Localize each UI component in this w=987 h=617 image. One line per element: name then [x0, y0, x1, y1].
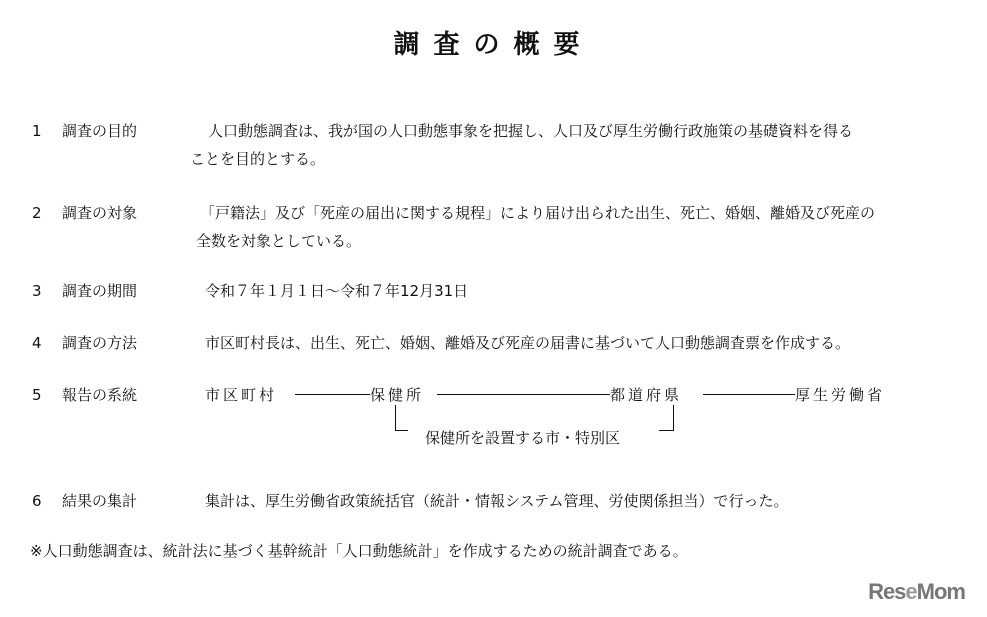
item-label: 報告の系統: [62, 386, 138, 404]
item-text: 集計は、厚生労働省政策統括官（統計・情報システム管理、労使関係担当）で行った。: [205, 492, 789, 510]
item-number: 4: [32, 334, 42, 352]
flow-node-health-center: 保健所: [370, 386, 425, 404]
branch-connector: [395, 405, 396, 431]
item-text: 人口動態調査は、我が国の人口動態事象を把握し、人口及び厚生労働行政施策の基礎資料を得る: [208, 122, 854, 140]
item-label: 調査の方法: [62, 334, 138, 352]
item-label: 調査の対象: [62, 204, 138, 222]
footnote: ※人口動態調査は、統計法に基づく基幹統計「人口動態統計」を作成するための統計調査である。: [30, 542, 688, 560]
item-text-cont: 全数を対象としている。: [196, 232, 362, 250]
item-label: 調査の目的: [62, 122, 138, 140]
item-number: 6: [32, 492, 42, 510]
flow-node-ministry: 厚生労働省: [795, 386, 886, 404]
item-text: 市区町村長は、出生、死亡、婚姻、離婚及び死産の届書に基づいて人口動態調査票を作成する。: [205, 334, 851, 352]
item-text-cont: ことを目的とする。: [190, 150, 326, 168]
flow-node-municipality: 市区町村: [205, 386, 278, 404]
branch-connector: [659, 430, 673, 431]
flow-connector: [437, 394, 610, 395]
flow-connector: [703, 394, 795, 395]
item-number: 5: [32, 386, 42, 404]
item-number: 3: [32, 282, 42, 300]
flow-node-designated-city: 保健所を設置する市・特別区: [425, 429, 621, 447]
item-label: 調査の期間: [62, 282, 138, 300]
item-label: 結果の集計: [62, 492, 138, 510]
branch-connector: [673, 405, 674, 431]
item-number: 1: [32, 122, 42, 140]
item-text: 令和７年１月１日～令和７年12月31日: [205, 282, 469, 300]
branch-connector: [395, 430, 408, 431]
page-title: 調査の概要: [393, 30, 594, 60]
resemom-logo: ReseMom: [868, 579, 965, 604]
item-number: 2: [32, 204, 42, 222]
flow-connector: [295, 394, 370, 395]
item-text: 「戸籍法」及び「死産の届出に関する規程」により届け出られた出生、死亡、婚姻、離婚及び死産の: [200, 204, 876, 222]
flow-node-prefecture: 都道府県: [610, 386, 683, 404]
